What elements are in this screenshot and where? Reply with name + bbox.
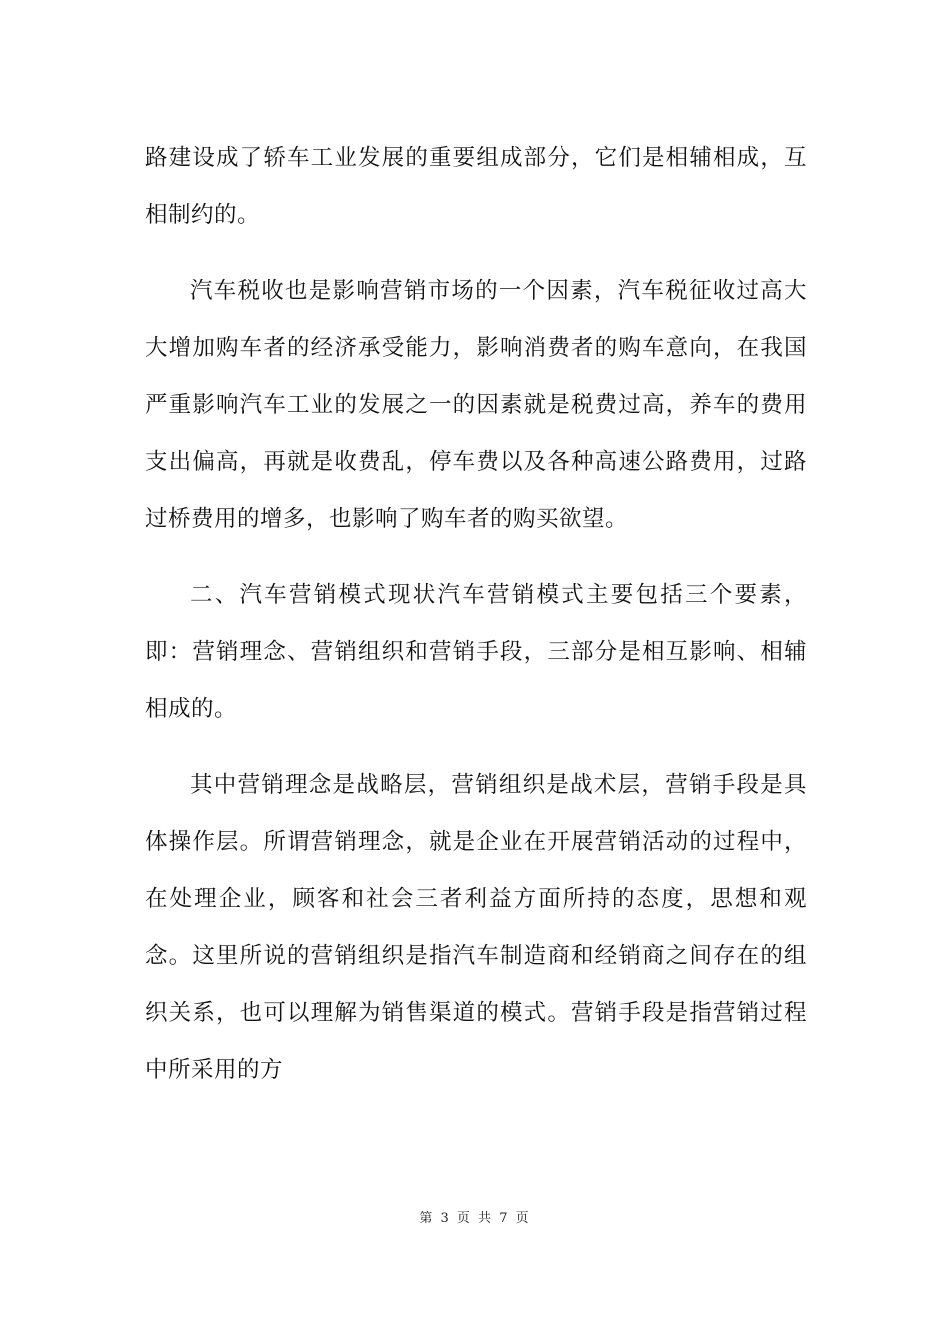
document-body — [145, 130, 807, 1099]
paragraph-2: 汽车税收也是影响营销市场的一个因素，汽车税征收过高大大增加购车者的经济承受能力，影响消费者的购车意向，在我国严重影响汽车工业的发展之一的因素就是税费过高，养车的费用支出偏高，再就是收费乱，停车费以及各种高速公路费用，过路过桥费用的增多，也影响了购车者的购买欲望。 — [145, 278, 807, 532]
page-number-footer: 第 3 页 共 7 页 — [419, 1211, 531, 1226]
paragraph-3: 二、汽车营销模式现状汽车营销模式主要包括三个要素，即：营销理念、营销组织和营销手段，三部分是相互影响、相辅相成的。 — [145, 582, 807, 722]
paragraph-4: 其中营销理念是战略层，营销组织是战术层，营销手段是具体操作层。所谓营销理念，就是企业在开展营销活动的过程中，在处理企业，顾客和社会三者利益方面所持的态度，思想和观念。这里所说的营销组织是指汽车制造商和经销商之间存在的组织关系，也可以理解为销售渠道的模式。营销手段是指营销过程中所采用的方 — [145, 772, 807, 1083]
paragraph-1: 路建设成了轿车工业发展的重要组成部分，它们是相辅相成，互相制约的。 — [145, 145, 807, 228]
